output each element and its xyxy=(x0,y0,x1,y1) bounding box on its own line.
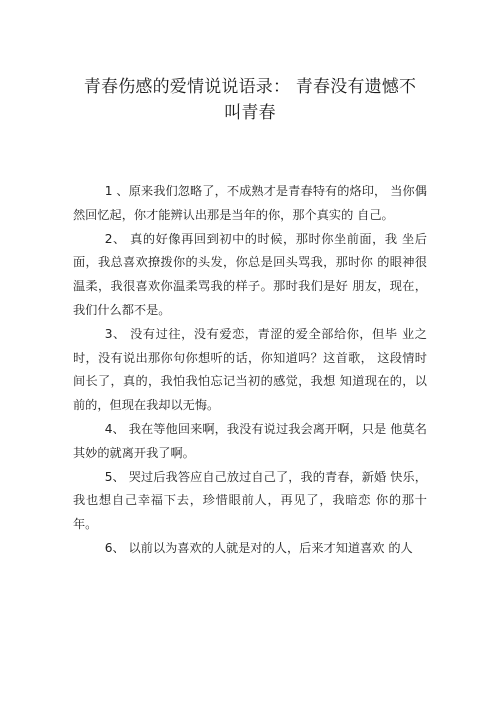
document-title xyxy=(66,74,434,126)
paragraph-1: 1 、原来我们忽略了，不成熟才是青春特有的烙印， 当你偶然回忆起，你才能辨认出那是当年的你，那个真实的 自己。 xyxy=(73,184,427,222)
paragraph-5: 5、 哭过后我答应自己放过自己了，我的青春，新婚 快乐，我也想自己幸福下去，珍惜眼前人，再见了，我暗恋 你的那十年。 xyxy=(73,469,427,532)
document-body xyxy=(73,180,427,561)
paragraph-3: 3、 没有过往，没有爱恋，青涩的爱全部给你，但毕 业之时，没有说出那你句你想听的话，你知道吗？这首歌， 这段情时间长了，真的，我怕我怕忘记当初的感觉，我想 知道现在的，以前的，但现在我却以无悔。 xyxy=(73,326,427,413)
paragraph-2: 2、 真的好像再回到初中的时候，那时你坐前面，我 坐后面，我总喜欢撩拨你的头发，你总是回头骂我，那时你 的眼神很温柔，我很喜欢你温柔骂我的样子。那时我们是好 朋友，现在，我们什么都不是。 xyxy=(73,231,427,317)
title-line-2: 叫青春 xyxy=(224,103,276,123)
paragraph-6: 6、 以前以为喜欢的人就是对的人，后来才知道喜欢 的人 xyxy=(104,540,413,555)
paragraph-4: 4、 我在等他回来啊，我没有说过我会离开啊，只是 他莫名其妙的就离开我了啊。 xyxy=(73,421,427,460)
title-line-1: 青春伤感的爱情说说语录： 青春没有遗憾不 xyxy=(83,77,417,97)
